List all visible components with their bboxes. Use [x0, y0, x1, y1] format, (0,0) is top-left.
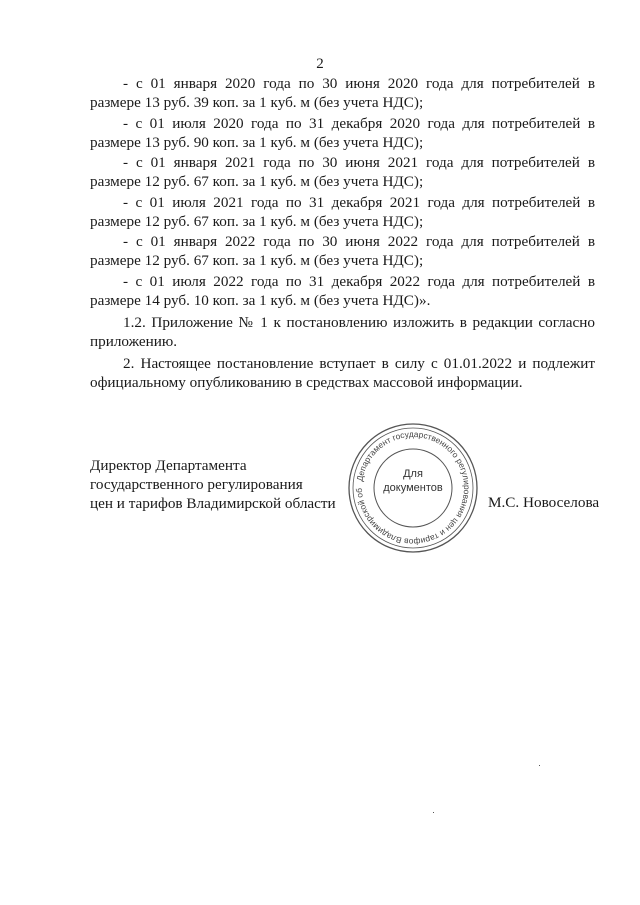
tariff-item: - с 01 июля 2022 года по 31 декабря 2022 года для потребителей в размере 14 руб. 10 коп. за 1 куб. м (без учета НДС)».	[90, 272, 595, 309]
tariff-item: - с 01 января 2022 года по 30 июня 2022 года для потребителей в размере 12 руб. 67 коп. за 1 куб. м (без учета НДС);	[90, 233, 595, 269]
tariff-item: - с 01 января 2020 года по 30 июня 2020 года для потребителей в размере 13 руб. 39 коп. за 1 куб. м (без учета НДС);	[90, 75, 595, 111]
signatory-title-line: Директор Департамента	[90, 457, 247, 474]
signer-name: М.С. Новоселова	[488, 494, 600, 511]
stamp-center-line: Для	[403, 468, 423, 480]
stamp-center-text	[343, 467, 483, 495]
tariff-item: - с 01 января 2021 года по 30 июня 2021 года для потребителей в размере 12 руб. 67 коп. за 1 куб. м (без учета НДС);	[90, 154, 595, 190]
official-stamp	[343, 418, 483, 558]
stamp-ring-text: Департамент государственного регулирования цен и тарифов Владимирской об	[353, 428, 473, 548]
clause-1-2: 1.2. Приложение № 1 к постановлению изложить в редакции согласно приложению.	[90, 313, 595, 350]
tariff-item: - с 01 июля 2021 года по 31 декабря 2021 года для потребителей в размере 12 руб. 67 коп. за 1 куб. м (без учета НДС);	[90, 193, 595, 230]
scan-speck	[539, 765, 540, 766]
signatory-title-line: цен и тарифов Владимирской области	[90, 495, 336, 512]
signatory-title-line: государственного регулирования	[90, 476, 303, 493]
clause-2: 2. Настоящее постановление вступает в силу с 01.01.2022 и подлежит официальному опубликованию в средствах массовой информации.	[90, 354, 595, 391]
page-number: 2	[316, 56, 324, 72]
document-body	[90, 74, 595, 393]
scan-speck	[433, 812, 434, 813]
signatory-title	[90, 456, 336, 513]
stamp-center-line: документов	[383, 482, 443, 494]
tariff-item: - с 01 июля 2020 года по 31 декабря 2020 года для потребителей в размере 13 руб. 90 коп. за 1 куб. м (без учета НДС);	[90, 114, 595, 151]
